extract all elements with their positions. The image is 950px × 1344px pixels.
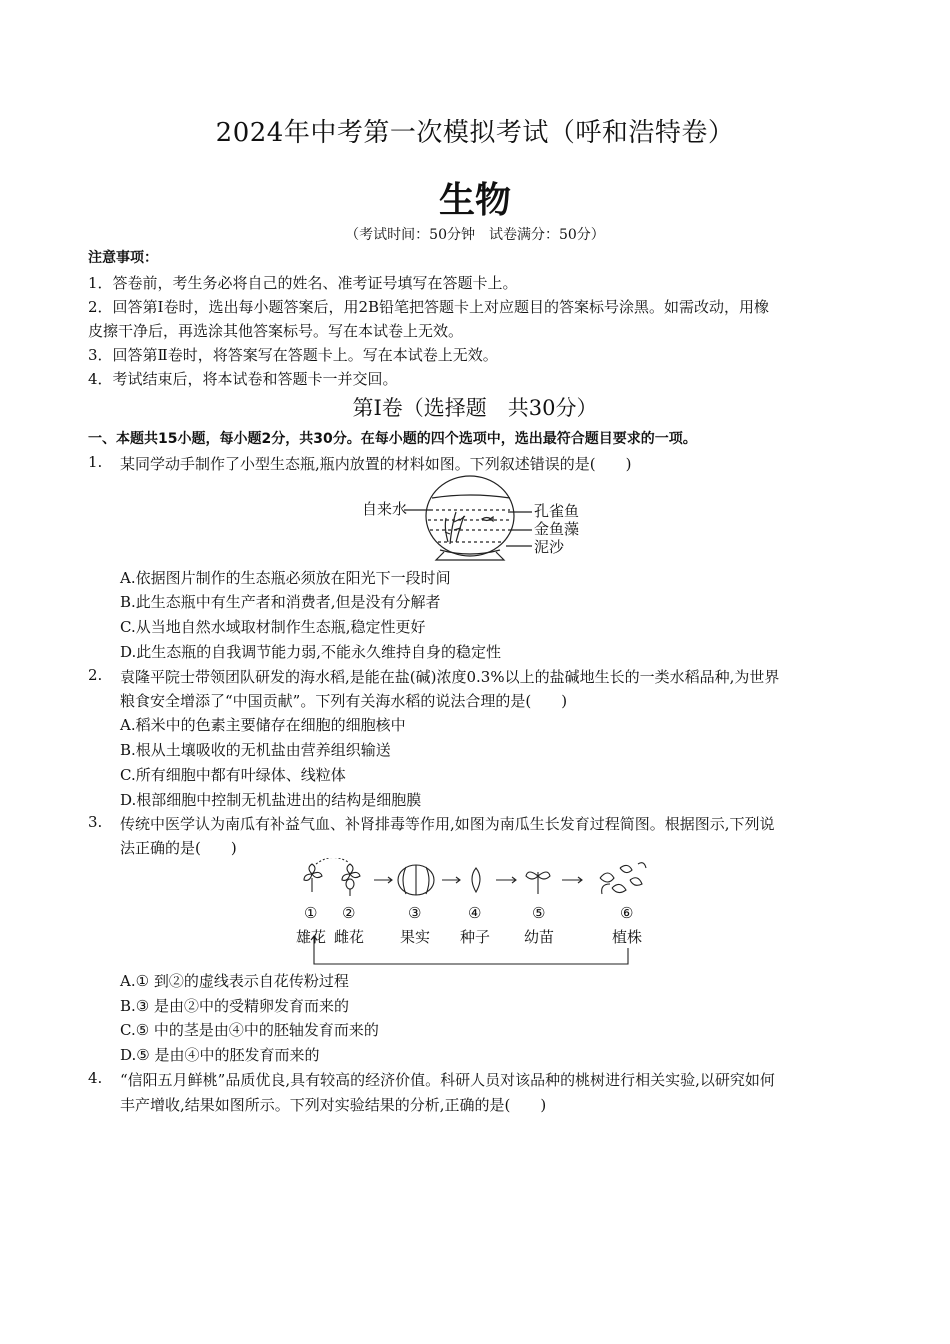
figure-number: ⑥ [620,904,634,922]
question-number: 2. [88,666,103,684]
question-text: 丰产增收,结果如图所示。下列对实验结果的分析,正确的是( ) [120,1096,547,1114]
option-d: D.此生态瓶的自我调节能力弱,不能永久维持自身的稳定性 [120,643,502,661]
section-instruction: 一、本题共15小题，每小题2分，共30分。在每小题的四个选项中，选出最符合题目要求的一项。 [88,431,697,447]
figure-label: 雄花 [296,928,327,946]
pumpkin-lifecycle-figure [290,858,670,970]
figure-number: ④ [468,904,482,922]
figure-label: 泥沙 [534,538,565,556]
question-text: 某同学动手制作了小型生态瓶,瓶内放置的材料如图。下列叙述错误的是( ) [120,455,632,473]
question-number: 4. [88,1069,103,1087]
section-title: 第Ⅰ卷（选择题 共30分） [352,396,598,420]
figure-label: 种子 [460,928,491,946]
notice-heading: 注意事项： [88,250,158,266]
notice-line: 3．回答第Ⅱ卷时，将答案写在答题卡上。写在本试卷上无效。 [88,346,498,364]
subject-title: 生物 [438,180,511,221]
figure-label: 孔雀鱼 [534,502,580,520]
figure-label: 雌花 [334,928,365,946]
question-text: “信阳五月鲜桃”品质优良,具有较高的经济价值。科研人员对该品种的桃树进行相关实验,以研究如何 [120,1071,775,1089]
question-text: 传统中医学认为南瓜有补益气血、补肾排毒等作用,如图为南瓜生长发育过程简图。根据图示,下列说 [120,815,775,833]
ecosystem-bottle-figure [360,472,620,564]
figure-number: ⑤ [532,904,546,922]
question-text: 法正确的是( ) [120,839,237,857]
notice-line: 1．答卷前，考生务必将自己的姓名、准考证号填写在答题卡上。 [88,274,518,292]
option-c: C.所有细胞中都有叶绿体、线粒体 [120,766,346,784]
figure-label: 果实 [400,928,431,946]
figure-label: 自来水 [362,500,408,518]
option-d: D.⑤ 是由④中的胚发育而来的 [120,1046,320,1064]
notice-line: 4．考试结束后，将本试卷和答题卡一并交回。 [88,370,398,388]
question-number: 1. [88,453,103,471]
notice-line: 2．回答第Ⅰ卷时，选出每小题答案后，用2B铅笔把答题卡上对应题目的答案标号涂黑。如需改动，用橡 [88,298,770,316]
option-b: B.根从土壤吸收的无机盐由营养组织输送 [120,741,391,759]
figure-label: 植株 [612,928,643,946]
option-c: C.从当地自然水域取材制作生态瓶,稳定性更好 [120,618,426,636]
question-number: 3. [88,813,103,831]
option-c: C.⑤ 中的茎是由④中的胚轴发育而来的 [120,1021,379,1039]
question-text: 袁隆平院士带领团队研发的海水稻,是能在盐(碱)浓度0.3%以上的盐碱地生长的一类水稻品种,为世界 [120,668,780,686]
option-d: D.根部细胞中控制无机盐进出的结构是细胞膜 [120,791,422,809]
figure-label: 幼苗 [524,928,555,946]
option-b: B.此生态瓶中有生产者和消费者,但是没有分解者 [120,593,441,611]
figure-number: ① [304,904,318,922]
question-text: 粮食安全增添了“中国贡献”。下列有关海水稻的说法合理的是( ) [120,692,568,710]
exam-meta: （考试时间：50分钟 试卷满分：50分） [345,227,605,243]
figure-label: 金鱼藻 [534,520,580,538]
exam-title: 2024年中考第一次模拟考试（呼和浩特卷） [215,118,735,148]
option-a: A.① 到②的虚线表示自花传粉过程 [120,972,349,990]
option-a: A.依据图片制作的生态瓶必须放在阳光下一段时间 [120,569,451,587]
notice-line: 皮擦干净后，再选涂其他答案标号。写在本试卷上无效。 [88,322,464,340]
option-a: A.稻米中的色素主要储存在细胞的细胞核中 [120,716,406,734]
figure-number: ③ [408,904,422,922]
figure-number: ② [342,904,356,922]
option-b: B.③ 是由②中的受精卵发育而来的 [120,997,350,1015]
